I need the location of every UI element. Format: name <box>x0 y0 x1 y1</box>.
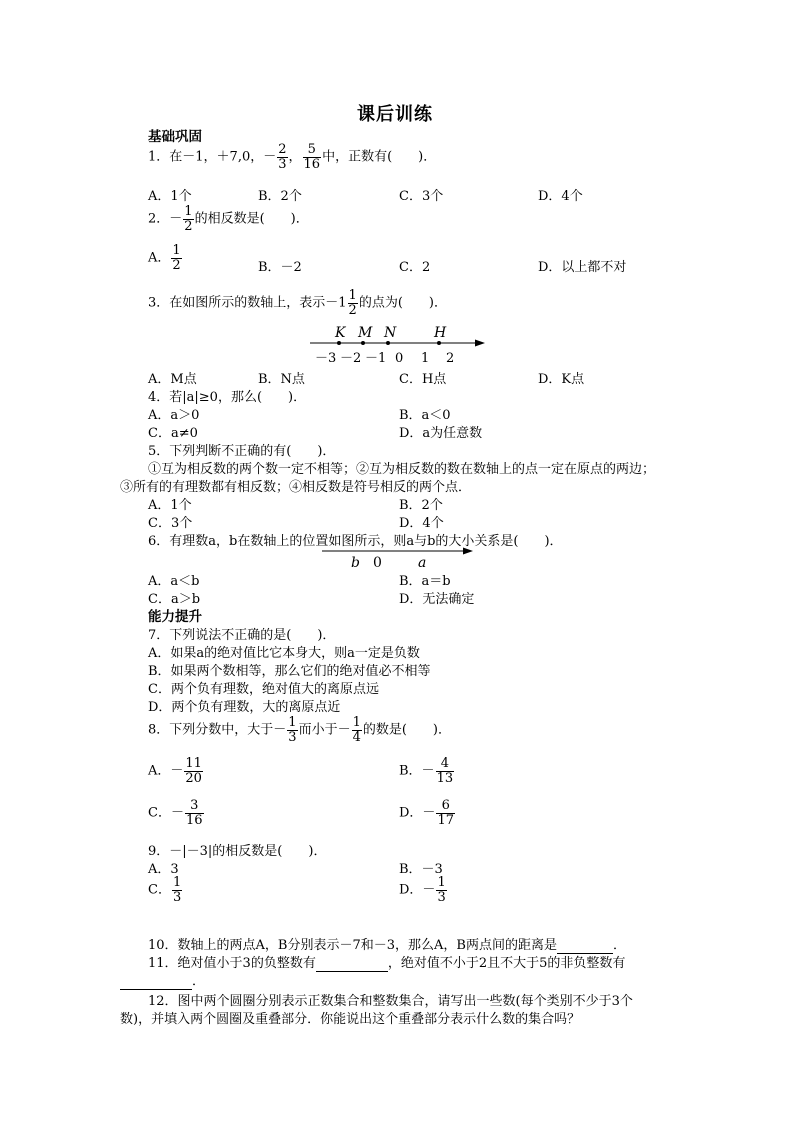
point-h <box>437 341 441 345</box>
point-n <box>386 341 390 345</box>
q2-option-c: C．2 <box>399 260 431 275</box>
label-k: K <box>335 325 346 341</box>
answer-blank[interactable] <box>120 974 192 990</box>
q9-option-c: C． $\frac{1}{3}$ <box>148 875 182 905</box>
q9-option-b: B．－3 <box>399 862 443 877</box>
tick-2: 2 <box>446 351 455 366</box>
question-6: 6．有理数a，b在数轴上的位置如图所示，则a与b的大小关系是( )． <box>148 534 563 549</box>
q2-option-d: D．以上都不对 <box>538 260 627 275</box>
page-title: 课后训练 <box>357 104 433 125</box>
tick-0: 0 <box>395 351 404 366</box>
q7-option-c: C．两个负有理数，绝对值大的离原点远 <box>148 682 379 697</box>
q3-option-a: A．M点 <box>148 372 197 387</box>
q5-option-b: B．2个 <box>399 498 443 513</box>
q7-option-b: B．如果两个数相等，那么它们的绝对值必不相等 <box>148 664 431 679</box>
q9-option-a: A．3 <box>148 862 179 877</box>
q7-option-d: D．两个负有理数，大的离原点近 <box>148 700 341 715</box>
fraction: $\frac{1}{3}$ <box>437 875 446 905</box>
point-m <box>361 341 365 345</box>
tick-neg2: －2 <box>340 351 362 366</box>
question-11: 11．绝对值小于3的负整数有 ，绝对值不小于2且不大于5的非负整数有 <box>148 956 626 971</box>
answer-blank[interactable] <box>316 956 388 972</box>
question-7: 7．下列说法不正确的是( )． <box>148 628 336 643</box>
q1-option-c: C．3个 <box>399 189 444 204</box>
q5-statement-line-1: ①互为相反数的两个数一定不相等；②互为相反数的数在数轴上的点一定在原点的两边； <box>148 462 656 477</box>
fraction: $\frac{1}{2}$ <box>348 288 357 318</box>
q1-option-b: B．2个 <box>258 189 302 204</box>
section-heading-basic: 基础巩固 <box>148 129 202 145</box>
fraction: $\frac{2}{3}$ <box>278 142 287 172</box>
q3-option-b: B．N点 <box>258 372 305 387</box>
q8-option-d: D．－ $\frac{6}{17}$ <box>399 798 454 828</box>
tick-neg1: －1 <box>365 351 387 366</box>
number-line-figure-q3 <box>305 320 505 368</box>
axis-arrow <box>475 340 485 347</box>
tick-neg3: －3 <box>315 351 337 366</box>
fraction: $\frac{1}{2}$ <box>184 204 193 234</box>
fraction: $\frac{3}{16}$ <box>185 798 203 828</box>
question-3: 3．在如图所示的数轴上，表示－1 $\frac{1}{2}$ 的点为( )． <box>148 288 447 318</box>
q4-option-b: B．a＜0 <box>399 408 451 423</box>
question-1: 1．在－1，＋7,0，－ $\frac{2}{3}$ ， $\frac{5}{16}$ 中，正数有( )． <box>148 142 437 172</box>
question-8: 8．下列分数中，大于－ $\frac{1}{3}$ 而小于－ $\frac{1}{4}$ 的数是( )． <box>148 715 452 745</box>
q2-option-b: B．－2 <box>258 260 302 275</box>
fraction: $\frac{1}{2}$ <box>172 243 181 273</box>
q4-option-a: A．a＞0 <box>148 408 200 423</box>
fraction: $\frac{1}{3}$ <box>172 875 182 905</box>
question-11-continued: ． <box>120 970 205 990</box>
label-a: a <box>418 555 427 571</box>
q7-option-a: A．如果a的绝对值比它本身大，则a一定是负数 <box>148 646 420 661</box>
fraction: $\frac{5}{16}$ <box>303 142 321 172</box>
question-4: 4．若|a|≥0，那么( )． <box>148 390 307 405</box>
question-5: 5．下列判断不正确的有( )． <box>148 444 336 459</box>
q8-option-a: A．－ $\frac{11}{20}$ <box>148 756 202 786</box>
q6-option-b: B．a＝b <box>399 574 451 589</box>
q4-option-c: C．a≠0 <box>148 426 198 441</box>
q5-option-a: A．1个 <box>148 498 192 513</box>
label-h: H <box>434 325 447 341</box>
number-line-figure-q6 <box>320 545 490 571</box>
question-10: 10．数轴上的两点A，B分别表示－7和－3，那么A，B两点间的距离是 ． <box>148 938 626 953</box>
section-heading-advanced: 能力提升 <box>148 609 202 625</box>
label-n: N <box>384 325 397 341</box>
q3-option-c: C．H点 <box>399 372 447 387</box>
q5-option-d: D．4个 <box>399 516 444 531</box>
fraction: $\frac{4}{13}$ <box>436 756 454 786</box>
question-12-line-2: 数)，并填入两个圆圈及重叠部分．你能说出这个重叠部分表示什么数的集合吗？ <box>120 1012 581 1027</box>
q6-option-a: A．a＜b <box>148 574 200 589</box>
point-k <box>337 341 341 345</box>
q8-option-b: B．－ $\frac{4}{13}$ <box>399 756 454 786</box>
q1-option-a: A．1个 <box>148 189 192 204</box>
q2-option-a: A． $\frac{1}{2}$ <box>148 243 181 273</box>
question-9: 9．－|－3|的相反数是( )． <box>148 844 327 859</box>
q6-option-d: D．无法确定 <box>399 592 475 607</box>
q5-statement-line-2: ③所有的有理数都有相反数；④相反数是符号相反的两个点． <box>120 480 472 495</box>
question-2: 2．－ $\frac{1}{2}$ 的相反数是( )． <box>148 204 309 234</box>
fraction: $\frac{1}{3}$ <box>288 715 297 745</box>
q4-option-d: D．a为任意数 <box>399 426 483 441</box>
q3-option-d: D．K点 <box>538 372 585 387</box>
label-b: b <box>351 555 360 571</box>
fraction: $\frac{6}{17}$ <box>437 798 454 828</box>
q9-option-d: D．－ $\frac{1}{3}$ <box>399 875 446 905</box>
q6-option-c: C．a＞b <box>148 592 201 607</box>
axis-arrow <box>463 548 473 555</box>
q1-option-d: D．4个 <box>538 189 583 204</box>
q5-option-c: C．3个 <box>148 516 193 531</box>
q8-option-c: C．－ $\frac{3}{16}$ <box>148 798 203 828</box>
fraction: $\frac{1}{4}$ <box>352 715 361 745</box>
label-0: 0 <box>373 555 382 571</box>
tick-1: 1 <box>421 351 430 366</box>
label-m: M <box>358 325 373 341</box>
fraction: $\frac{11}{20}$ <box>185 756 202 786</box>
question-12-line-1: 12．图中两个圆圈分别表示正数集合和整数集合，请写出一些数(每个类别不少于3个 <box>148 994 633 1009</box>
